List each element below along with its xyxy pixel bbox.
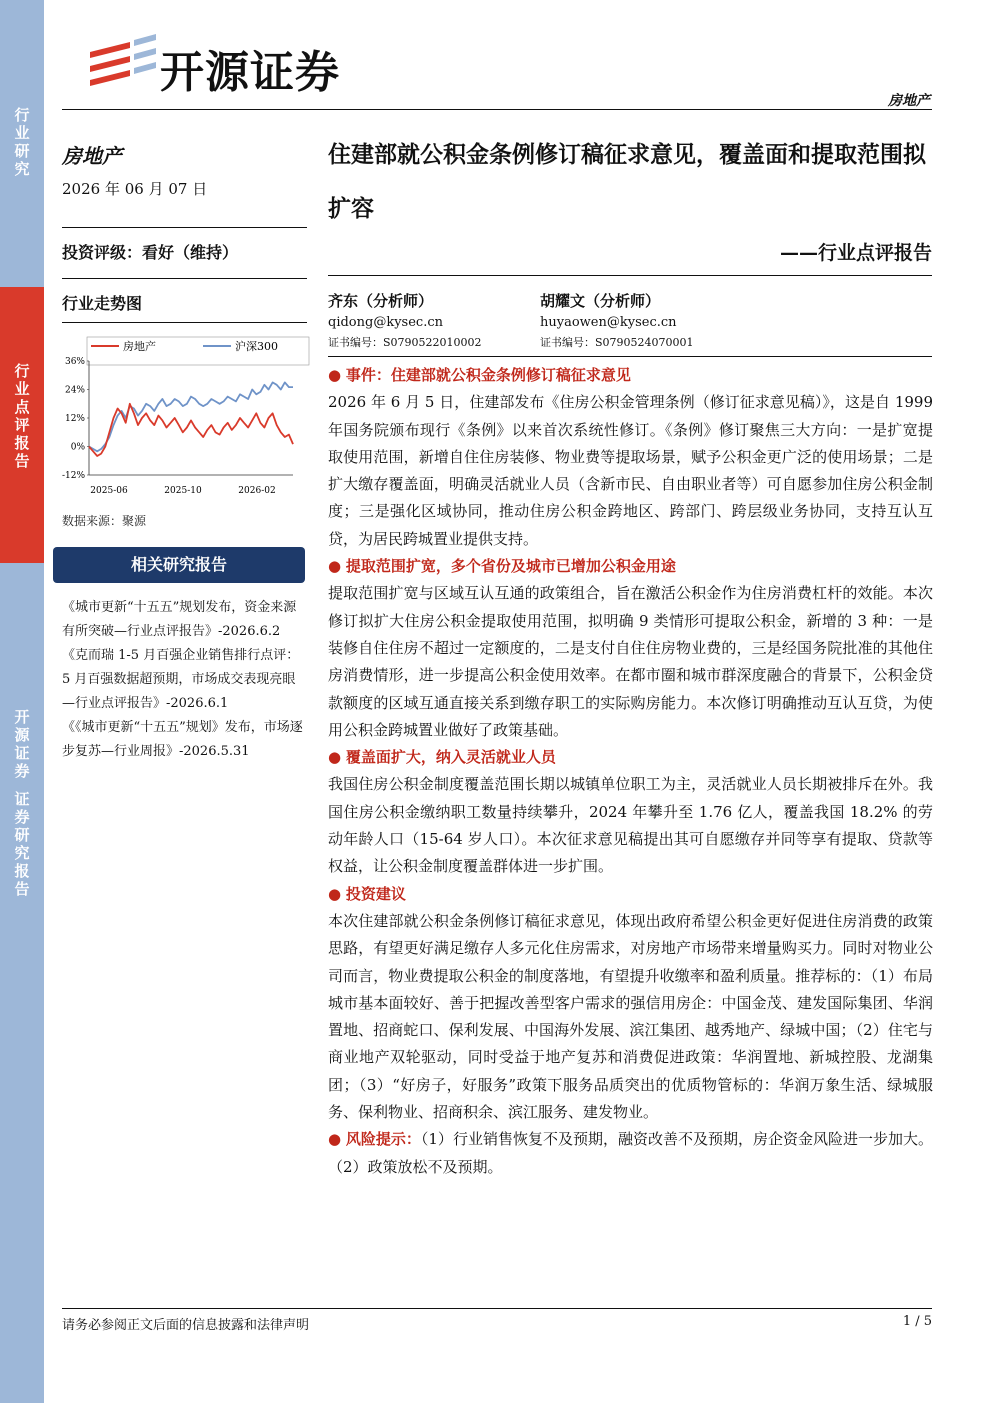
analyst-card [540, 290, 694, 350]
analyst-email[interactable]: qidong@kysec.cn [328, 315, 443, 330]
chart-y-tick-label: -12% [61, 471, 85, 481]
data-source: 数据来源：聚源 [62, 514, 147, 528]
divider [328, 356, 932, 357]
section-heading: 事件：住建部就公积金条例修订稿征求意见 [345, 366, 631, 384]
chart-x-tick-label: 2026-02 [238, 486, 276, 496]
side-band-bottom [0, 563, 44, 1403]
legend-label-csi300: 沪深300 [235, 340, 278, 353]
report-body [328, 362, 933, 1181]
divider [328, 275, 932, 276]
investment-rating: 投资评级：看好（维持） [62, 243, 239, 262]
chart-x-tick-label: 2025-06 [90, 486, 128, 496]
related-reports-list [62, 596, 306, 764]
analyst-email[interactable]: huyaowen@kysec.cn [540, 315, 677, 330]
bullet-icon: ● [328, 557, 342, 576]
chart-series-line [89, 382, 293, 451]
header-sector-tag: 房地产 [888, 93, 930, 109]
related-report-link[interactable]: 《城市更新“十五五”规划发布，资金来源有所突破—行业点评报告》-2026.6.2 [62, 600, 297, 639]
chart-y-tick-label: 12% [64, 414, 85, 424]
header-divider [62, 109, 932, 110]
chart-series-line [89, 404, 293, 456]
bullet-icon: ● [328, 748, 342, 767]
chart-x-tick-label: 2025-10 [164, 486, 202, 496]
chart-y-tick-label: 24% [64, 385, 85, 396]
related-report-link[interactable]: 《克而瑞 1-5 月百强企业销售排行点评：5 月百强数据超预期，市场成交表现亮眼—行业点评报告》-2026.6.1 [62, 648, 300, 711]
trend-chart-title: 行业走势图 [62, 294, 143, 313]
section-heading: 覆盖面扩大，纳入灵活就业人员 [345, 748, 556, 767]
divider [62, 322, 307, 323]
sector-name: 房地产 [62, 144, 122, 168]
analyst-card [328, 290, 482, 350]
side-label-report-type: 行 业 点 评 报 告 [14, 362, 30, 470]
divider [62, 278, 307, 279]
legend-label-property: 房地产 [123, 340, 156, 353]
section-text: 2026 年 6 月 5 日，住建部发布《住房公积金管理条例（修订征求意见稿）》，这是自 1999 年国务院颁布现行《条例》以来首次系统性修订。《条例》修订聚焦三大方向：一是扩宽提取使用范围，新增自住住房装修、物业费等提取场景，赋予公积金更广泛的使用场景；二是扩大缴存覆盖面，明确灵活就业人员（含新市民、自由职业者等）可自愿参加住房公积金制度；三是强化区域协同，推动住房公积金跨地区、跨部门、跨层级业务协同，支持互认互贷，为居民跨城置业提供支持。 [328, 393, 933, 548]
analyst-cert: 证书编号：S0790522010002 [328, 336, 482, 349]
bullet-icon: ● [328, 366, 342, 384]
bullet-icon: ● [328, 1130, 342, 1149]
report-date: 2026 年 06 月 07 日 [62, 180, 208, 198]
chart-y-tick-label: 0% [70, 442, 85, 453]
section-heading: 风险提示： [345, 1130, 421, 1149]
disclaimer-note: 请务必参阅正文后面的信息披露和法律声明 [62, 1318, 310, 1333]
analyst-cert: 证书编号：S0790524070001 [540, 336, 694, 349]
section-text: 本次住建部就公积金条例修订稿征求意见，体现出政府希望公积金更好促进住房消费的政策思路，有望更好满足缴存人多元化住房需求，对房地产市场带来增量购买力。同时对物业公司而言，物业费提取公积金的制度落地，有望提升收缴率和盈利质量。推荐标的：（1）布局城市基本面较好、善于把握改善型客户需求的强信用房企：中国金茂、建发国际集团、华润置地、招商蛇口、保利发展、中国海外发展、滨江集团、越秀地产、绿城中国；（2）住宅与商业地产双轮驱动，同时受益于地产复苏和消费促进政策：华润置地、新城控股、龙湖集团；（3）“好房子，好服务”政策下服务品质突出的优质物管标的：华润万象生活、绿城服务、保利物业、招商积余、滨江服务、建发物业。 [328, 911, 933, 1122]
brand-logo-icon [86, 30, 158, 88]
related-report-link[interactable]: 《《城市更新“十五五”规划》发布，市场逐步复苏—行业周报》-2026.5.31 [62, 720, 303, 759]
section-text: （1）行业销售恢复不及预期，融资改善不及预期，房企资金风险进一步加大。（2）政策放松不及预期。 [328, 1130, 933, 1176]
side-label-brand: 开 源 证 券 证 券 研 究 报 告 [14, 708, 30, 898]
divider [62, 227, 307, 228]
analyst-name: 齐东（分析师） [328, 292, 434, 310]
related-reports-header: 相关研究报告 [53, 547, 305, 583]
analyst-name: 胡耀文（分析师） [540, 292, 661, 310]
section-text: 我国住房公积金制度覆盖范围长期以城镇单位职工为主，灵活就业人员长期被排斥在外。我国住房公积金缴纳职工数量持续攀升，2024 年攀升至 1.76 亿人，覆盖我国 18.2% 的劳动年龄人口（15-64 岁人口）。本次征求意见稿提出其可自愿缴存并同等享有提取、贷款等权益，让公积金制度覆盖群体进一步扩围。 [328, 775, 933, 876]
bullet-icon: ● [328, 884, 342, 903]
chart-y-tick-label: 36% [64, 357, 85, 367]
section-heading: 投资建议 [345, 884, 406, 903]
report-type: ——行业点评报告 [779, 242, 932, 264]
section-text: 提取范围扩宽与区域互认互通的政策组合，旨在激活公积金作为住房消费杠杆的效能。本次修订拟扩大住房公积金提取使用范围，拟明确 9 类情形可提取公积金，新增的 3 种：一是装修自住住房不超过一定额度的，二是支付自住住房物业费的，三是经国务院批准的其他住房消费情形，进一步提高公积金使用效率。在都市圈和城市群深度融合的背景下，公积金贷款额度的区域互通直接关系到缴存职工的实际购房能力。本次修订明确推动互认互贷，为使用公积金跨城置业做好了政策基础。 [328, 584, 933, 739]
section-heading: 提取范围扩宽，多个省份及城市已增加公积金用途 [345, 557, 676, 576]
industry-trend-chart [53, 333, 313, 503]
brand-name: 开源证券 [160, 47, 340, 98]
side-label-research: 行 业 研 究 [14, 106, 30, 178]
report-title: 住建部就公积金条例修订稿征求意见，覆盖面和提取范围拟扩容 [328, 141, 926, 222]
footer-divider [62, 1308, 932, 1309]
page-number: 1 / 5 [902, 1314, 932, 1329]
